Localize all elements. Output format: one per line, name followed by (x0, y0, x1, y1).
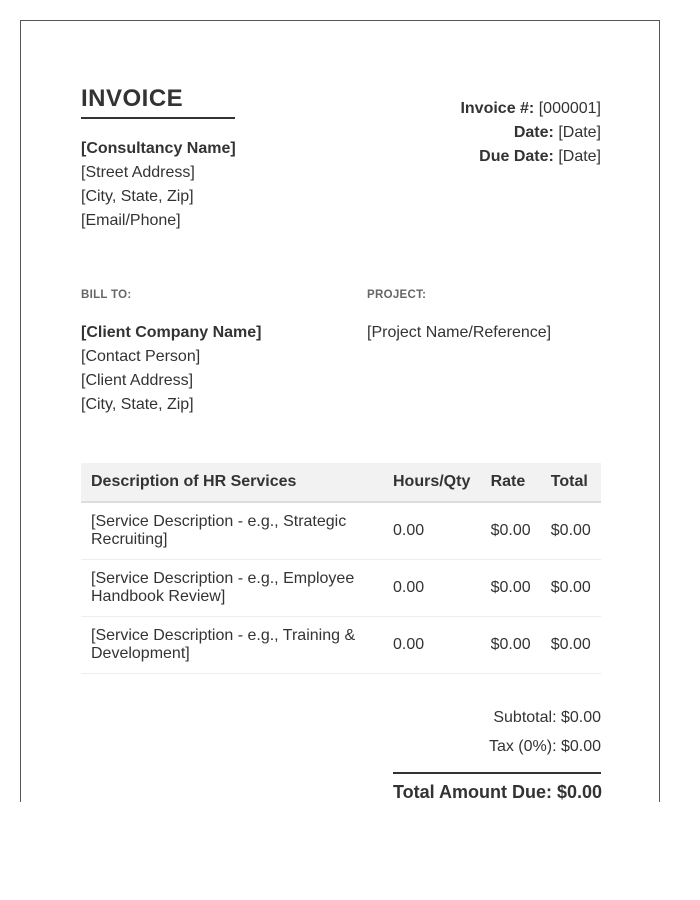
row-description: [Service Description - e.g., Training & Development] (81, 617, 383, 674)
consultancy-contact: [Email/Phone] (81, 212, 181, 229)
row-total: $0.00 (541, 502, 601, 560)
invoice-date-value: [Date] (558, 124, 601, 141)
bill-to-block (81, 321, 261, 417)
consultancy-street: [Street Address] (81, 164, 195, 181)
table-row (81, 560, 601, 617)
row-rate: $0.00 (481, 617, 541, 674)
subtotal: Subtotal: $0.00 (493, 709, 601, 726)
row-hours-qty: 0.00 (383, 617, 481, 674)
client-city: [City, State, Zip] (81, 396, 194, 413)
bill-to-label: BILL TO: (81, 289, 132, 301)
due-date-label: Due Date: (479, 148, 554, 165)
table-row (81, 502, 601, 560)
project-value: [Project Name/Reference] (367, 324, 552, 341)
invoice-number-value: [000001] (538, 100, 601, 117)
services-table (81, 463, 601, 674)
invoice-number-row (460, 97, 601, 121)
row-description: [Service Description - e.g., Strategic Recruiting] (81, 502, 383, 560)
invoice-title: INVOICE (81, 85, 235, 119)
tax: Tax (0%): $0.00 (488, 738, 601, 755)
row-hours-qty: 0.00 (383, 560, 481, 617)
invoice-number-label: Invoice #: (460, 100, 535, 117)
invoice-page (20, 20, 660, 802)
consultancy-name: [Consultancy Name] (81, 140, 236, 157)
row-hours-qty: 0.00 (383, 502, 481, 560)
invoice-date-label: Date: (513, 124, 554, 141)
due-date-row (460, 145, 601, 169)
total-amount-due: Total Amount Due: $0.00 (393, 772, 601, 802)
client-address: [Client Address] (81, 372, 194, 389)
header-hours-qty: Hours/Qty (383, 463, 481, 502)
project-label: PROJECT: (367, 289, 427, 301)
consultancy-city: [City, State, Zip] (81, 188, 194, 205)
consultancy-block (81, 137, 236, 233)
table-header-row (81, 463, 601, 502)
header-total: Total (541, 463, 601, 502)
row-total: $0.00 (541, 560, 601, 617)
totals-block (489, 703, 601, 761)
invoice-meta (460, 97, 601, 169)
header-rate: Rate (481, 463, 541, 502)
invoice-date-row (460, 121, 601, 145)
header-description: Description of HR Services (81, 463, 383, 502)
due-date-value: [Date] (558, 148, 601, 165)
table-row (81, 617, 601, 674)
row-rate: $0.00 (481, 502, 541, 560)
client-company-name: [Client Company Name] (81, 324, 262, 341)
row-description: [Service Description - e.g., Employee Handbook Review] (81, 560, 383, 617)
row-rate: $0.00 (481, 560, 541, 617)
client-contact-person: [Contact Person] (81, 348, 201, 365)
row-total: $0.00 (541, 617, 601, 674)
